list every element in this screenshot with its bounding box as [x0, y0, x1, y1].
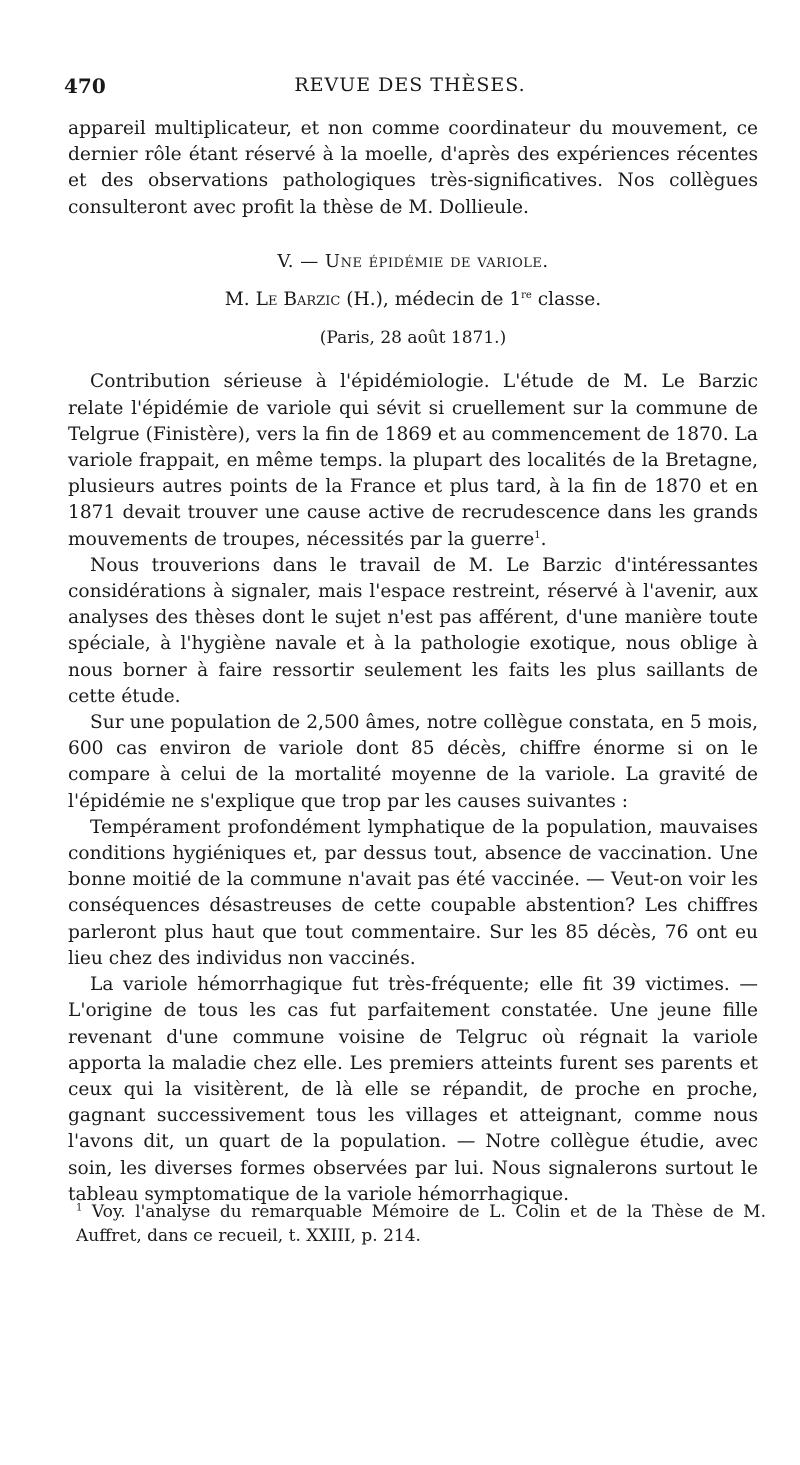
author-rank-sup: re	[521, 289, 532, 301]
paragraph: La variole hémorrhagique fut très-fréquente; elle fit 39 victimes. — L'origine de tous les cas fut parfaitement constatée. Une jeune fille revenant d'une commune voisine de Telgruc où régnait la variole apporta la maladie chez elle. Les premiers atteints furent ses parents et ceux qui la visitèrent, de là elle se répandit, de proche en proche, gagnant successivement tous les villages et atteignant, comme nous l'avons dit, un quart de la population. — Notre collègue étudie, avec soin, les diverses formes observées par lui. Nous signalerons surtout le tableau symptomatique de la variole hémorrhagique.	[68, 974, 758, 1205]
paragraph-end: .	[540, 528, 547, 550]
footnote	[76, 1200, 766, 1248]
paragraph: Tempérament profondément lymphatique de la population, mauvaises conditions hygiéniques et, par dessus tout, absence de vaccination. Une bonne moitié de la commune n'avait pas été vaccinée. — Veut-on voir les conséquences désastreuses de cette coupable abstention? Les chiffres parleront plus haut que tout commentaire. Sur les 85 décès, 76 ont eu lieu chez des individus non vaccinés.	[68, 816, 758, 969]
intro-paragraph: appareil multiplicateur, et non comme coordinateur du mouvement, ce dernier rôle étant réservé à la moelle, d'après des expériences récentes et des observations pathologiques très-significatives. Nos collègues consulteront avec profit la thèse de M. Dollieule.	[68, 118, 758, 218]
paragraph: Nous trouverions dans le travail de M. Le Barzic d'intéressantes considérations à signaler, mais l'espace restreint, réservé à l'avenir, aux analyses des thèses dont le sujet n'est pas afférent, d'une manière toute spéciale, à l'hygiène navale et à la pathologie exotique, nous oblige à nous borner à faire ressortir seulement les faits les plus saillants de cette étude.	[68, 554, 758, 707]
author-rank-suffix: classe.	[531, 289, 602, 311]
page-number: 470	[64, 74, 106, 98]
paragraph	[68, 369, 758, 552]
place-date: (Paris, 28 août 1871.)	[319, 328, 507, 349]
author-name: M. Le Barzic (H.),	[224, 289, 389, 311]
footnote-ref[interactable]: 1	[534, 529, 541, 541]
footnote-marker: 1	[76, 1202, 83, 1214]
paragraph: Sur une population de 2,500 âmes, notre collègue constata, en 5 mois, 600 cas environ de variole dont 85 décès, chiffre énorme si on le compare à celui de la mortalité moyenne de la variole. La gravité de l'épidémie ne s'explique que trop par les causes suivantes :	[68, 712, 758, 812]
section-title: V. — Une épidémie de variole.	[277, 250, 549, 272]
body-text	[68, 116, 758, 1208]
footnote-text: Voy. l'analyse du remarquable Mémoire de L. Colin et de la Thèse de M. Auffret, dans ce recueil, t. XXIII, p. 214.	[76, 1202, 766, 1246]
paragraph-text: Contribution sérieuse à l'épidémiologie. L'étude de M. Le Barzic relate l'épidémie de variole qui sévit si cruellement sur la commune de Telgrue (Finistère), vers la fin de 1869 et au commencement de 1870. La variole frappait, en même temps. la plupart des localités de la Bretagne, plusieurs autres points de la France et plus tard, à la fin de 1870 et en 1871 devait trouver une cause active de recrudescence dans les grands mouvements de troupes, nécessités par la guerre	[68, 371, 758, 550]
page-header	[60, 74, 760, 104]
running-head: REVUE DES THÈSES.	[294, 74, 526, 96]
author-line	[68, 287, 758, 313]
author-rank: médecin de 1	[394, 289, 522, 311]
